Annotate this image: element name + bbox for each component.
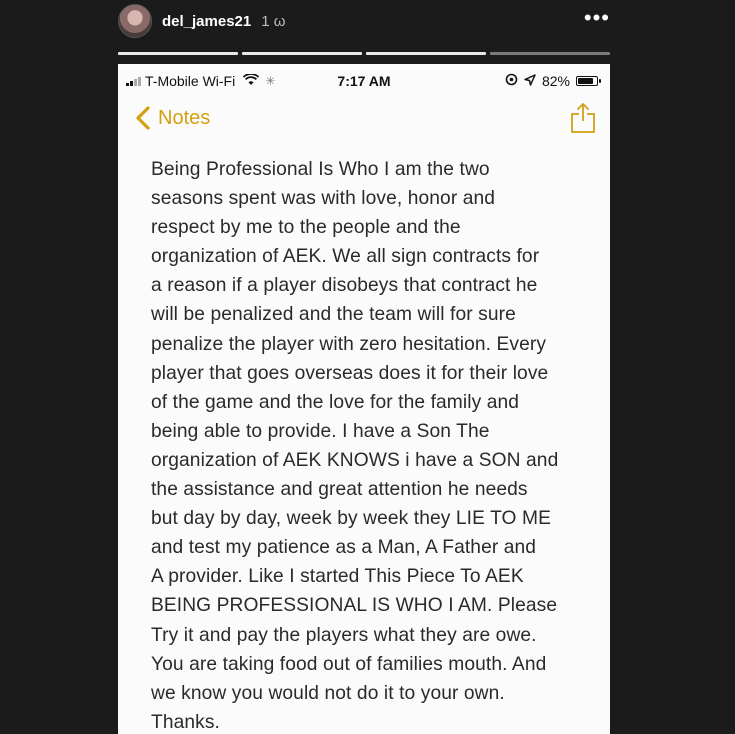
note-line: the assistance and great attention he needs — [151, 479, 528, 501]
note-body[interactable] — [151, 155, 591, 734]
note-line: of the game and the love for the family and — [151, 391, 520, 413]
carrier-label: T-Mobile Wi-Fi — [145, 73, 236, 89]
note-line: will be penalized and the team will for sure — [151, 304, 516, 326]
nav-bar — [118, 98, 610, 138]
battery-level — [578, 78, 593, 84]
username[interactable]: del_james21 — [162, 12, 252, 30]
avatar[interactable] — [118, 4, 152, 38]
activity-spinner-icon: ✳ — [265, 74, 276, 88]
status-time: 7:17 AM — [337, 73, 391, 89]
story-progress-segment — [490, 52, 610, 55]
note-line: Being Professional Is Who I am the two — [151, 159, 490, 180]
story-progress — [118, 52, 610, 55]
battery-icon — [576, 76, 598, 86]
post-time: 1 ω — [261, 12, 286, 30]
note-line: You are taking food out of families mouth. And — [151, 653, 547, 675]
battery-percent: 82% — [541, 73, 570, 89]
note-line: seasons spent was with love, honor and — [151, 188, 496, 210]
signal-icon — [126, 76, 141, 86]
note-line: we know you would not do it to your own. — [151, 682, 505, 704]
back-button-label: Notes — [158, 106, 211, 129]
note-line: but day by day, week by week they LIE TO ME — [151, 508, 551, 530]
back-button[interactable] — [134, 105, 210, 131]
story-progress-segment — [118, 52, 238, 55]
more-horizontal-icon[interactable]: ••• — [583, 5, 610, 30]
note-line: respect by me to the people and the — [151, 217, 461, 239]
note-line: being able to provide. I have a Son The — [151, 420, 490, 442]
story-progress-segment — [242, 52, 362, 55]
share-icon[interactable] — [570, 102, 596, 134]
note-line: A provider. Like I started This Piece To AEK — [151, 566, 524, 588]
status-bar — [118, 64, 610, 98]
note-line: BEING PROFESSIONAL IS WHO I AM. Please — [151, 595, 558, 617]
story-progress-segment — [366, 52, 486, 55]
location-icon — [524, 73, 536, 89]
wifi-icon — [243, 74, 259, 89]
chevron-left-icon — [134, 105, 152, 131]
note-line: organization of AEK KNOWS i have a SON and — [151, 449, 559, 471]
story-header — [118, 4, 610, 38]
status-right — [505, 73, 598, 89]
note-line: a reason if a player disobeys that contract he — [151, 275, 538, 297]
note-line: Thanks. — [151, 711, 220, 733]
note-line: organization of AEK. We all sign contracts for — [151, 246, 540, 268]
note-line: Try it and pay the players what they are owe. — [151, 624, 537, 646]
notes-screenshot — [118, 64, 610, 734]
note-line: and test my patience as a Man, A Father and — [151, 537, 537, 559]
rotation-lock-icon — [505, 73, 518, 89]
note-line: player that goes overseas does it for their love — [151, 362, 549, 384]
note-line: penalize the player with zero hesitation. Every — [151, 333, 547, 355]
